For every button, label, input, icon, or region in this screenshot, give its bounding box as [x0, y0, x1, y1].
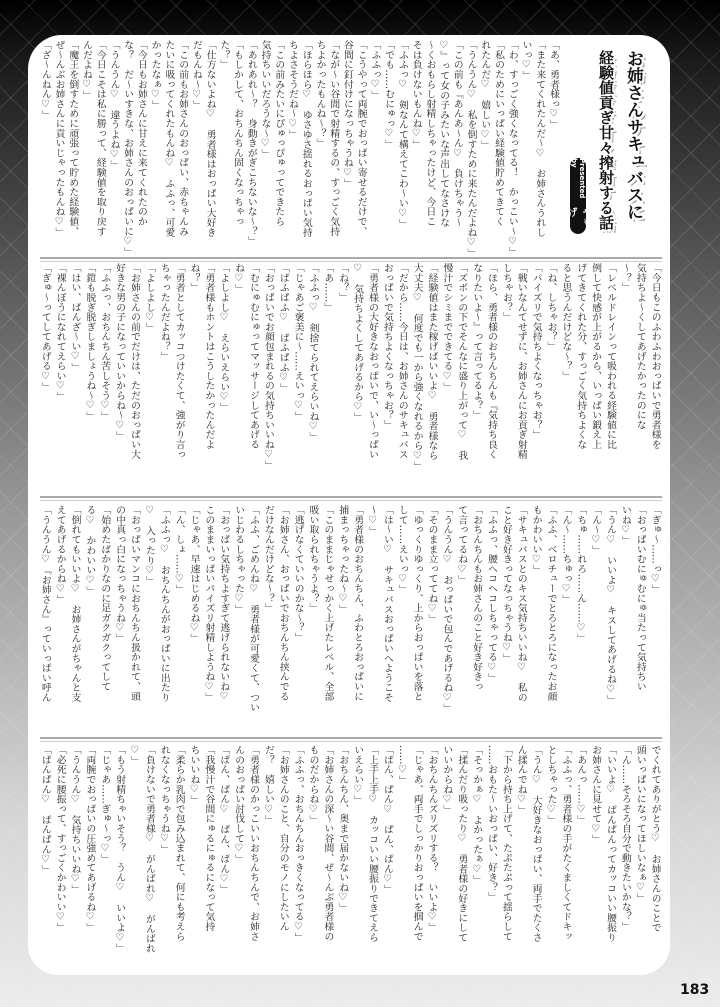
text-column: 「仕方ないよね♡ 勇者様はおっぱい大好き [204, 40, 216, 238]
text-column: 「柔らか乳肉で包み込まれて、何にも考えら [173, 745, 185, 941]
text-column: 「始めたばかりなのに足ガクガクってして [99, 505, 111, 692]
text-column: 「ふふっ、おちんちんおっきくなってる♡」 [292, 745, 304, 943]
text-column: 「勇者様のおちんちん、ふわとろおっぱいに [352, 505, 364, 701]
text-column: 「裸んぼうになれてえらい♡」 [54, 263, 66, 402]
text-column: ♡ 入ったり♡」 [143, 505, 155, 586]
text-column: ちよさそうだね〜♡」 [287, 40, 299, 140]
text-column: 吸い取られちゃうよ？」 [307, 505, 319, 613]
text-column: 「ふふっ♡ 剣なんて構えてこわ〜い♡」 [396, 40, 408, 229]
text-column: 「パイズリで気持ちよくなっちゃお？」 [530, 263, 542, 440]
text-column: 「ふふっ、おちんちん苦しそう♡」 [99, 263, 111, 421]
text-column: ♡」 [129, 745, 141, 766]
text-column: 「おちんちん、奥まで届かないね♡」 [337, 745, 349, 913]
text-column: いね♡」 [619, 505, 631, 546]
text-band-2 [40, 263, 660, 485]
text-column: 「おっぱいマンコにおちんちん扱かれて、頭 [129, 505, 141, 701]
text-column: 「逃げなくていいのかな〜？」 [292, 505, 304, 643]
text-column: て言ってるね♡」 [456, 505, 468, 585]
text-column: 「上手上手♡ カッコいい腰振りできてえら [367, 745, 379, 943]
text-column: 「あれあれ〜？ 身動きがぎこちないな〜？」 [245, 40, 257, 246]
text-column: 「ズボンの下でそんなに盛り上がって♡ 我 [456, 263, 468, 461]
text-column: 気持ちよ〜くしてあげたかったのにな [634, 263, 646, 430]
text-column: 「ん、しょ……♡」 [173, 505, 185, 595]
text-column: いいからね♡」 [441, 745, 453, 815]
text-column: 「もしかして、おちんちん固くなっちゃっ [232, 40, 244, 227]
text-column: なりたいよ〜』って言ってるよ？」 [471, 263, 483, 420]
text-column: 「あんっ……♡」 [575, 745, 587, 825]
text-column: 「ざ〜んねん♡」 [39, 40, 51, 120]
text-column: 例して快感が上がるから、いっぱい鍛え上 [590, 263, 602, 450]
text-column: 頭いっぱいになってほしいなぁ♡」 [634, 745, 646, 903]
text-column: 〜♡」 [367, 505, 379, 536]
text-column: 「あ、勇者様っ♡」 [547, 40, 559, 130]
text-column: だもんね〜♡」 [190, 40, 202, 110]
text-column: 「勇者様の大好きなおっぱいで、い〜っぱい [367, 263, 379, 459]
text-column: 「ちゅ……れろ……ん……♡」 [575, 505, 587, 644]
text-column: 「この前もお姉さんのおっぱい、赤ちゃんみ [177, 40, 189, 236]
text-column: 「お姉さんの前でだけは、ただのおっぱい大 [129, 263, 141, 459]
text-column: 慢汁でシミまでできてる♡」 [441, 263, 453, 392]
text-column: 「わ、すっごく強くなってる！ かっこい〜♡」 [506, 40, 518, 257]
text-column: 「は〜い♡ サキュバスおっぱいへようこそ [381, 505, 393, 703]
text-column: 「ぎゅ〜……っ♡」 [649, 505, 661, 595]
text-column: 「うん♡ 大好きなおっぱい、両手でたくさ [530, 745, 542, 943]
text-column: 「でも……むにゅっ♡」 [383, 40, 395, 149]
text-column: そは負けないもんね♡」 [410, 40, 422, 149]
text-column: 「今日もお姉さんに甘えに来てくれたのか [135, 40, 147, 227]
story-title-line-1: お姉さんサキュバスに [623, 50, 643, 220]
text-column: もかわいい♡」 [530, 505, 542, 575]
text-column: 「うんうん♡ 違うよね♡」 [108, 40, 120, 170]
text-column: 「ぱふぱふ♡ ぱふぱふ♡」 [277, 263, 289, 393]
text-column: ♡ 気持ちよくしてあげるから♡」 [352, 263, 364, 423]
text-column: 大丈夫♡ 何度でも一から強くなれるから♡」 [411, 263, 423, 472]
page-number: 183 [680, 982, 710, 998]
text-column: 「うんうん♡ 私を倒すために来たんだよね♡」 [465, 40, 477, 258]
text-column: 「ふふっ、腰ヘコヘコしちゃってる♡」 [486, 505, 498, 683]
text-column: 「魔王を倒すために頑張って貯めた経験値、 [67, 40, 79, 236]
text-column: 「ほらほら♡ ゆさゆさ揺れるおっぱい気持 [300, 40, 312, 238]
text-column: 「この前も『あんあ〜ん♡ 負けちゃう〜 [451, 40, 463, 228]
text-column: ね？」 [188, 263, 200, 293]
text-column: いっ♡」 [520, 40, 532, 81]
text-column: 〜くおもらし射精しちゃったけど、今日こ [424, 40, 436, 227]
author-credit-badge [565, 158, 591, 234]
text-column: ……おもた〜いおっぱい、好き？」 [486, 745, 498, 902]
text-column: たいに吸ってくれたもんね♡ ふふっ、可愛 [163, 40, 175, 238]
text-column: 「倒れてもいいよ♡ お姉さんがちゃんと支 [69, 505, 81, 703]
text-column: して……えいっ♡」 [396, 505, 408, 595]
text-column: 「ん〜♡」 [590, 505, 602, 556]
text-column: ちいいね♡」 [188, 745, 200, 805]
text-column: 「こうやって両腕でおっぱい寄せるだけで、 [355, 40, 367, 236]
text-column: 「下から持ち上げて、たぷたぷって揺らして [500, 745, 512, 941]
text-column: ね♡」 [233, 263, 245, 294]
text-column: 「戦いなんてせずに、お姉さんにお貢ぎ射精 [515, 263, 527, 459]
text-column: 「お姉さん、おっぱいでおちんちん挟んでる [277, 505, 289, 701]
text-column: だけなんだけどな〜？」 [262, 505, 274, 613]
text-column: 「我慢汁で谷間にゅるにゅるになって気持 [203, 745, 215, 932]
text-column: 「よしよし♡」 [143, 263, 155, 333]
text-column: しちゃお？」 [500, 263, 512, 322]
text-column: としちゃった♡」 [545, 745, 557, 825]
text-column: いじわるしちゃった♡」 [233, 505, 245, 614]
author-name: やもげ [565, 207, 591, 228]
text-column: 「おっぱい気持ちよすぎて逃げられないね♡ [218, 505, 230, 703]
text-column: れたんだ♡ 嬉しい♡」 [479, 40, 491, 151]
text-column: 「じゃあ、両手でしっかりおっぱいを掴んで [411, 745, 423, 941]
story-title-line-2: 経験値貢ぎ甘々搾射する話 [597, 50, 615, 230]
band-divider [40, 496, 662, 501]
text-column: こと好き好きってなっちゃうね♡」 [500, 505, 512, 663]
text-column: 「はい、ばんざ〜い♡」 [69, 263, 81, 372]
text-band-3 [40, 505, 660, 729]
text-column: 「ゆっくりゆっくり、上からおっぱいを落と [411, 505, 423, 701]
text-column: かったなぁ♡」 [149, 40, 161, 110]
text-column: えてあげるからね♡」 [54, 505, 66, 605]
text-column: 「ふふ、ベロチューでとろとろになったお顔 [545, 505, 557, 701]
text-column: 〜？」 [619, 263, 631, 293]
text-column: 「ぱん、ぱん♡ ぱん、ぱん♡」 [218, 745, 230, 895]
text-column: おっぱいで気持ちよくなっちゃお？」 [381, 263, 393, 430]
text-column: いえらい♡」 [352, 745, 364, 805]
text-column: 「よしよし♡ えらいえらい♡」 [218, 263, 230, 413]
band-divider [40, 257, 662, 262]
text-band-1 [39, 40, 559, 258]
text-column: 「うんうん♡『お姉さん』っていっぱい呼ん [39, 505, 51, 703]
text-column: た？」 [218, 40, 230, 70]
text-column: 「勇者様のかっこいいおちんちんで、お姉さ [248, 745, 260, 941]
text-column: 「ふふっ♡」 [369, 40, 381, 100]
text-column: の中真っ白になっちゃうね♡」 [114, 505, 126, 644]
text-column: 「ふふっ♡ 剣捨てられてえらいね♡」 [307, 263, 319, 442]
text-column: だ？ 嬉しい♡」 [262, 745, 274, 825]
text-column: ると思うんだけどな〜？」 [560, 263, 572, 381]
text-column: このままいっぱいパイズリ射精しようね♡」 [203, 505, 215, 703]
text-column: 「じゃあ、早速はじめるね♡」 [188, 505, 200, 644]
text-column: 好きな男の子になっていいからね〜♡」 [114, 263, 126, 441]
text-column: る♡ かわいい♡」 [84, 505, 96, 596]
text-column: 「勇者としてカッコつけたくて、強がり言っ [173, 263, 185, 459]
text-column: 「レベルドレインって吸われる経験値に比 [605, 263, 617, 450]
text-column: んだよね♡」 [81, 40, 92, 100]
text-column: 「両腕でおっぱいの圧強めてあげるね♡」 [84, 745, 96, 933]
text-column: 「おっぱいむにゅむにゅ当たって気持ちい [634, 505, 646, 692]
text-column: 「ほら、勇者様のおちんちんも『気持ち良く [486, 263, 498, 459]
text-column: 「そっかぁ♡ よかったぁ♡」 [471, 745, 483, 885]
text-column: 「うんうん♡ 気持ちいいね♡」 [69, 745, 81, 895]
text-column: ♡』って女の子みたいな声出してなさけな [438, 40, 450, 228]
text-column: 「経験値はまた稼げばいいよ♡ 勇者様なら [426, 263, 438, 461]
text-column: 「サキュバスとのキス気持ちいいね♡ 私の [515, 505, 527, 703]
text-column: 「鎧も脱ぎ脱ぎしましょうね〜♡」 [84, 263, 96, 421]
text-column: 「勇者様もホントはこうしたかったんだよ [203, 263, 215, 450]
text-column: 「このままじゃせっかく上げたレベル、全部 [322, 505, 334, 701]
text-column: ん揉んでね♡」 [515, 745, 527, 815]
text-column: 「ん……そろそろ自分で動きたいかな？」 [619, 745, 631, 932]
text-column: ちゃったんだよね？」 [158, 263, 170, 361]
text-column: 「おちんちんズリズリする？ いいよ♡」 [426, 745, 438, 933]
text-column: 「ね、しちゃお？」 [545, 263, 557, 352]
text-column: 谷間に釘付けになっちゃうね♡」 [341, 40, 353, 189]
text-column: 捕まっちゃったね〜♡」 [337, 505, 349, 614]
text-column: 「必死に腰振って、すっごくかわいい♡」 [54, 745, 66, 933]
text-column: 「お姉さんのこと、自分のモノにしたいん [277, 745, 289, 932]
text-column: 「じゃあご褒美に〜……えいっ♡」 [292, 263, 304, 421]
text-column: 「むにゅむにゅってマッサージしてあげる [248, 263, 260, 450]
text-column: お姉さんに見せて♡」 [590, 745, 602, 845]
text-column: 「ぱんぱん♡ ぱんぱん♡」 [39, 745, 51, 875]
presented-by-label: Presented by [570, 158, 586, 199]
text-column: げてきてくれた分、すっごく気持ちよくな [575, 263, 587, 450]
text-column: 「ふふ、ごめんね♡ 勇者様が可愛くて、つい [248, 505, 260, 712]
text-column: 「じゃあ……ぎゅ〜っ♡」 [99, 745, 111, 864]
text-column: でくれてありがとう♡ お姉さんのことで [649, 745, 661, 933]
text-column: 「ぱん、ぱん♡ ぱん、ぱん♡」 [381, 745, 393, 895]
text-column: 「なが〜い谷間で射精するの、すっごく気持 [328, 40, 340, 236]
text-column: な？ だ〜いすきな、お姉さんのおっぱいに♡」 [122, 40, 134, 257]
text-column: 「ぎゅ〜ってしてあげる♡」 [39, 263, 51, 392]
text-column: 「あ……」 [322, 263, 334, 312]
text-column: 「もう射精ちゃいそう？ うん♡ いいよ♡」 [114, 745, 126, 954]
text-column: 「今日こそは私に勝って、経験値を取り戻す [94, 40, 106, 236]
text-column: れなくなっちゃうね♡」 [158, 745, 170, 854]
text-column: 「ね？」 [337, 263, 349, 303]
text-column: 「お姉さんの深〜い谷間、ぜ〜んぶ勇者様の [322, 745, 334, 941]
text-column: 「この前みたいにぴゅっぴゅってできたら [273, 40, 285, 227]
text-column: ぜ〜んぶお姉さんに貢いじゃったもんね♡」 [53, 40, 65, 238]
text-column: 「ん〜……ちゅっ♡」 [560, 505, 572, 605]
text-column: 「ふふっ、勇者様の手がたくましくてドキッ [560, 745, 572, 941]
text-column: ちよかったもんね〜？」 [314, 40, 326, 148]
text-column: 「また来てくれたんだ〜♡ お姉さんうれし [534, 40, 546, 238]
text-column: 気持ちいいだろうな〜♡」 [259, 40, 271, 159]
text-column: 「ふふっ♡ おちんちんがおっぱいに出たり [158, 505, 170, 703]
text-column: 「いいよ♡ ぱんぱんってカッコいい腰振り [605, 745, 617, 943]
text-band-4 [40, 745, 660, 967]
text-column: 「おちんちんもお姉さんのこと好き好きっ [471, 505, 483, 692]
band-divider [40, 737, 662, 742]
text-column: 「うん♡ いいよ♡ キスしてあげるね♡」 [605, 505, 617, 705]
text-column: ……♡」 [396, 745, 408, 786]
text-column: 「だから……今日は、お姉さんのサキュバス [396, 263, 408, 459]
text-column: 「今日もこのふわふわおっぱいで勇者様を [649, 263, 661, 450]
text-column: 「おっぱいでお顔包まれるの気持ちいいね♡」 [262, 263, 274, 470]
text-column: 「負けないで勇者様♡ がんばれ♡ がんばれ [143, 745, 155, 954]
text-column: 「そのまま立っててね♡」 [426, 505, 438, 624]
text-column: んのおっぱい討伐して♡」 [233, 745, 245, 864]
text-column: 「揉んだり吸ったり♡ 勇者様の好きにして [456, 745, 468, 943]
text-column: 「うんうん♡ おっぱいで包んであげるね♡」 [441, 505, 453, 714]
text-column: ものだからね♡」 [307, 745, 319, 825]
text-column: 「私のためにいっぱい経験値貯めてきてく [493, 40, 505, 227]
